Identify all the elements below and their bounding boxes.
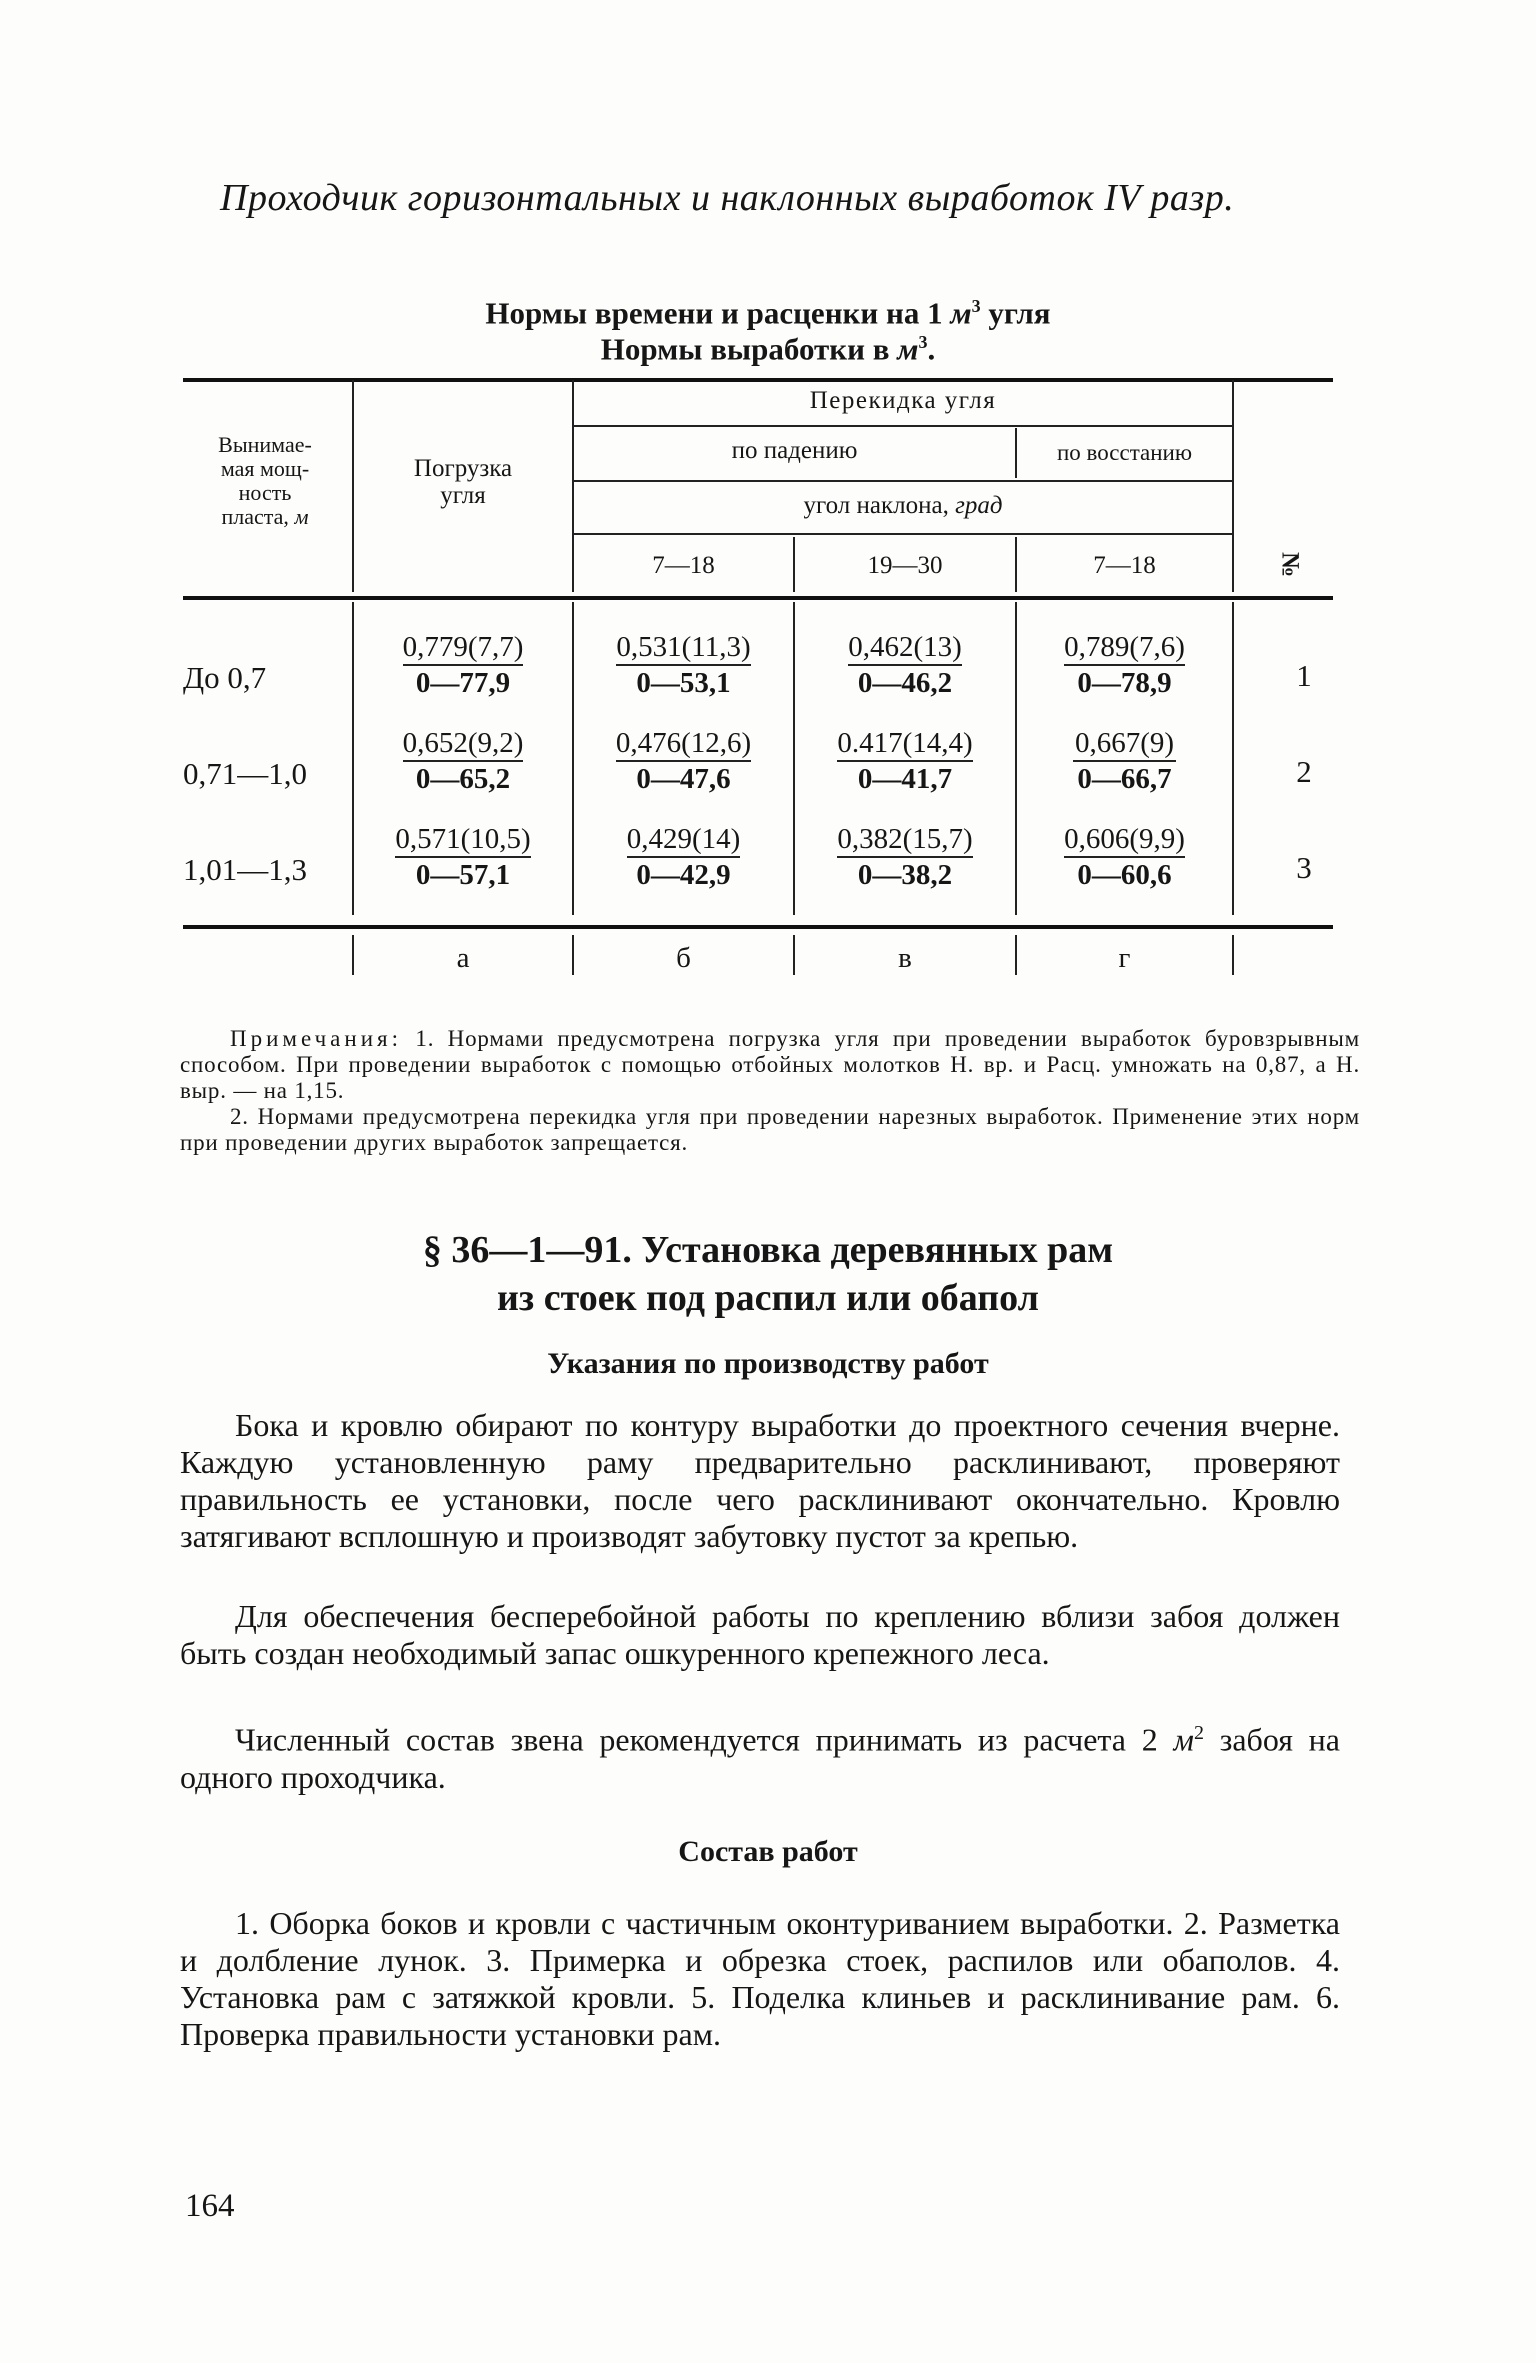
cell-price: 0—53,1 — [616, 664, 750, 700]
cell-rate: 0,382(15,7) — [837, 823, 973, 855]
cell-rate: 0,652(9,2) — [402, 727, 524, 759]
para3-sup: 2 — [1193, 1722, 1204, 1744]
row-label: 0,71—1,0 — [183, 756, 307, 791]
header-by-dip: по падению — [731, 437, 858, 464]
para3-text: Численный состав звена рекомендуется принимать из расчета 2 — [235, 1721, 1174, 1758]
page-number: 164 — [185, 2188, 235, 2224]
cell-price: 0—42,9 — [627, 856, 741, 892]
note-2: 2. Нормами предусмотрена перекидка угля при проведении нарезных выработок. Применение этих норм при проведении других выработок запрещается. — [180, 1104, 1360, 1155]
header-text: ность — [238, 480, 292, 505]
caption-text: угля — [980, 295, 1051, 331]
header-text: угол наклона, — [803, 492, 956, 519]
cell-rate: 0,571(10,5) — [395, 823, 531, 855]
rule-angle — [572, 533, 1232, 535]
instructions-heading: Указания по производству работ — [547, 1347, 989, 1380]
note-1: 1. Нормами предусмотрена погрузка угля при проведении выработок буровзрывным способом. При проведении выработок с помощью отбойных молотков Н. вр. и Расц. умножать на 0,87, а Н. выр. — на 1,15. — [180, 1026, 1360, 1103]
header-unit: м — [294, 504, 309, 529]
works-list: 1. Оборка боков и кровли с частичным оконтуриванием выработки. 2. Разметка и долбление лунок. 3. Примерка и обрезка стоек, распилов или обаполов. 4. Установка рам с затяжкой кровли. 5. Поделка клиньев и расклинивание рам. 6. Проверка правильности установки рам. — [180, 1905, 1340, 2052]
caption-text: Нормы выработки в — [600, 331, 898, 367]
table-cell — [354, 726, 572, 796]
cell-price: 0—47,6 — [616, 760, 751, 796]
header-number-sign: № — [1276, 551, 1304, 578]
cell-rate: 0,667(9) — [1074, 727, 1175, 759]
cell-price: 0—78,9 — [1064, 664, 1185, 700]
header-range-2: 19—30 — [867, 552, 943, 579]
header-unit: град — [955, 492, 1003, 519]
header-text: Погрузка — [413, 455, 513, 482]
cell-rate: 0,476(12,6) — [615, 727, 752, 759]
section-title-line2: из стоек под распил или обапол — [497, 1277, 1039, 1319]
caption-sup: 3 — [918, 332, 928, 352]
row-number: 3 — [1296, 850, 1312, 885]
header-transfer: Перекидка угля — [809, 387, 997, 414]
table-cell — [1017, 630, 1232, 700]
paragraph-3 — [180, 1715, 1340, 1796]
paragraph-1: Бока и кровлю обирают по контуру выработки до проектного сечения вчерне. Каждую установленную раму предварительно расклинивают, проверяют правильность ее установки, после чего расклинивают окончательно. Кровлю затягивают всплошную и производят забутовку пустот за крепью. — [180, 1407, 1340, 1554]
rule-direction — [572, 480, 1232, 482]
table-cell — [354, 630, 572, 700]
table-cell — [795, 822, 1015, 892]
header-text: мая мощ- — [220, 456, 310, 481]
cell-rate: 0,789(7,6) — [1064, 631, 1185, 663]
header-range-1: 7—18 — [652, 552, 715, 579]
table-cell — [574, 726, 793, 796]
header-text: угля — [440, 482, 486, 509]
table-cell — [354, 822, 572, 892]
cell-rate: 0,779(7,7) — [402, 631, 524, 663]
table-caption-line2 — [0, 324, 1536, 367]
table-cell — [574, 630, 793, 700]
caption-text: Нормы времени и расценки на 1 — [485, 295, 951, 331]
body-bottom-rule — [183, 925, 1333, 929]
cell-price: 0—41,7 — [837, 760, 972, 796]
cell-rate: 0,531(11,3) — [616, 631, 751, 663]
cell-price: 0—38,2 — [837, 856, 972, 892]
row-label: До 0,7 — [183, 660, 267, 695]
caption-sup: 3 — [971, 296, 981, 316]
works-heading: Состав работ — [678, 1835, 858, 1868]
vline-4 — [1232, 380, 1234, 592]
vline-letter-5 — [1232, 935, 1234, 975]
table-top-rule — [183, 378, 1333, 382]
header-angle — [574, 493, 1232, 518]
cell-rate: 0,462(13) — [848, 631, 962, 663]
cell-rate: 0,429(14) — [626, 823, 741, 855]
column-letter: а — [456, 942, 470, 974]
cell-rate: 0,606(9,9) — [1064, 823, 1185, 855]
table-cell — [574, 822, 793, 892]
para3-text: забоя на одного проходчика. — [180, 1721, 1341, 1795]
cell-price: 0—65,2 — [403, 760, 524, 796]
row-number: 1 — [1296, 658, 1312, 693]
header-text: пласта, — [221, 504, 295, 529]
notes-label: Примечания: — [230, 1026, 402, 1051]
cell-price: 0—60,6 — [1064, 856, 1185, 892]
column-letter: г — [1118, 942, 1131, 974]
cell-price: 0—57,1 — [395, 856, 530, 892]
table-cell — [795, 726, 1015, 796]
caption-unit: м — [897, 331, 919, 367]
header-range-3: 7—18 — [1093, 552, 1156, 579]
cell-price: 0—46,2 — [848, 664, 962, 700]
rule-transfer — [572, 425, 1232, 427]
paragraph-2: Для обеспечения бесперебойной работы по креплению вблизи забоя должен быть создан необходимый запас ошкуренного крепежного леса. — [180, 1598, 1340, 1671]
table-cell — [1017, 726, 1232, 796]
row-label: 1,01—1,3 — [183, 852, 307, 887]
table-cell — [795, 630, 1015, 700]
column-letter: б — [676, 942, 691, 974]
table-cell — [1017, 822, 1232, 892]
caption-unit: м — [950, 295, 972, 331]
row-number: 2 — [1296, 754, 1312, 789]
cell-price: 0—66,7 — [1073, 760, 1175, 796]
section-title-line1: § 36—1—91. Установка деревянных рам — [422, 1229, 1114, 1271]
cell-price: 0—77,9 — [403, 664, 524, 700]
header-loading — [354, 455, 572, 509]
running-head: Проходчик горизонтальных и наклонных выработок IV разр. — [220, 177, 1235, 219]
header-seam-thickness — [180, 433, 350, 529]
header-text: Вынимае- — [218, 432, 312, 457]
column-letter: в — [898, 942, 912, 974]
header-by-rise: по восстанию — [1056, 440, 1193, 465]
cell-rate: 0.417(14,4) — [837, 727, 973, 759]
para3-unit: м — [1173, 1721, 1194, 1758]
table-notes — [180, 1026, 1360, 1156]
caption-text: . — [927, 331, 936, 367]
header-bottom-rule — [183, 596, 1333, 600]
